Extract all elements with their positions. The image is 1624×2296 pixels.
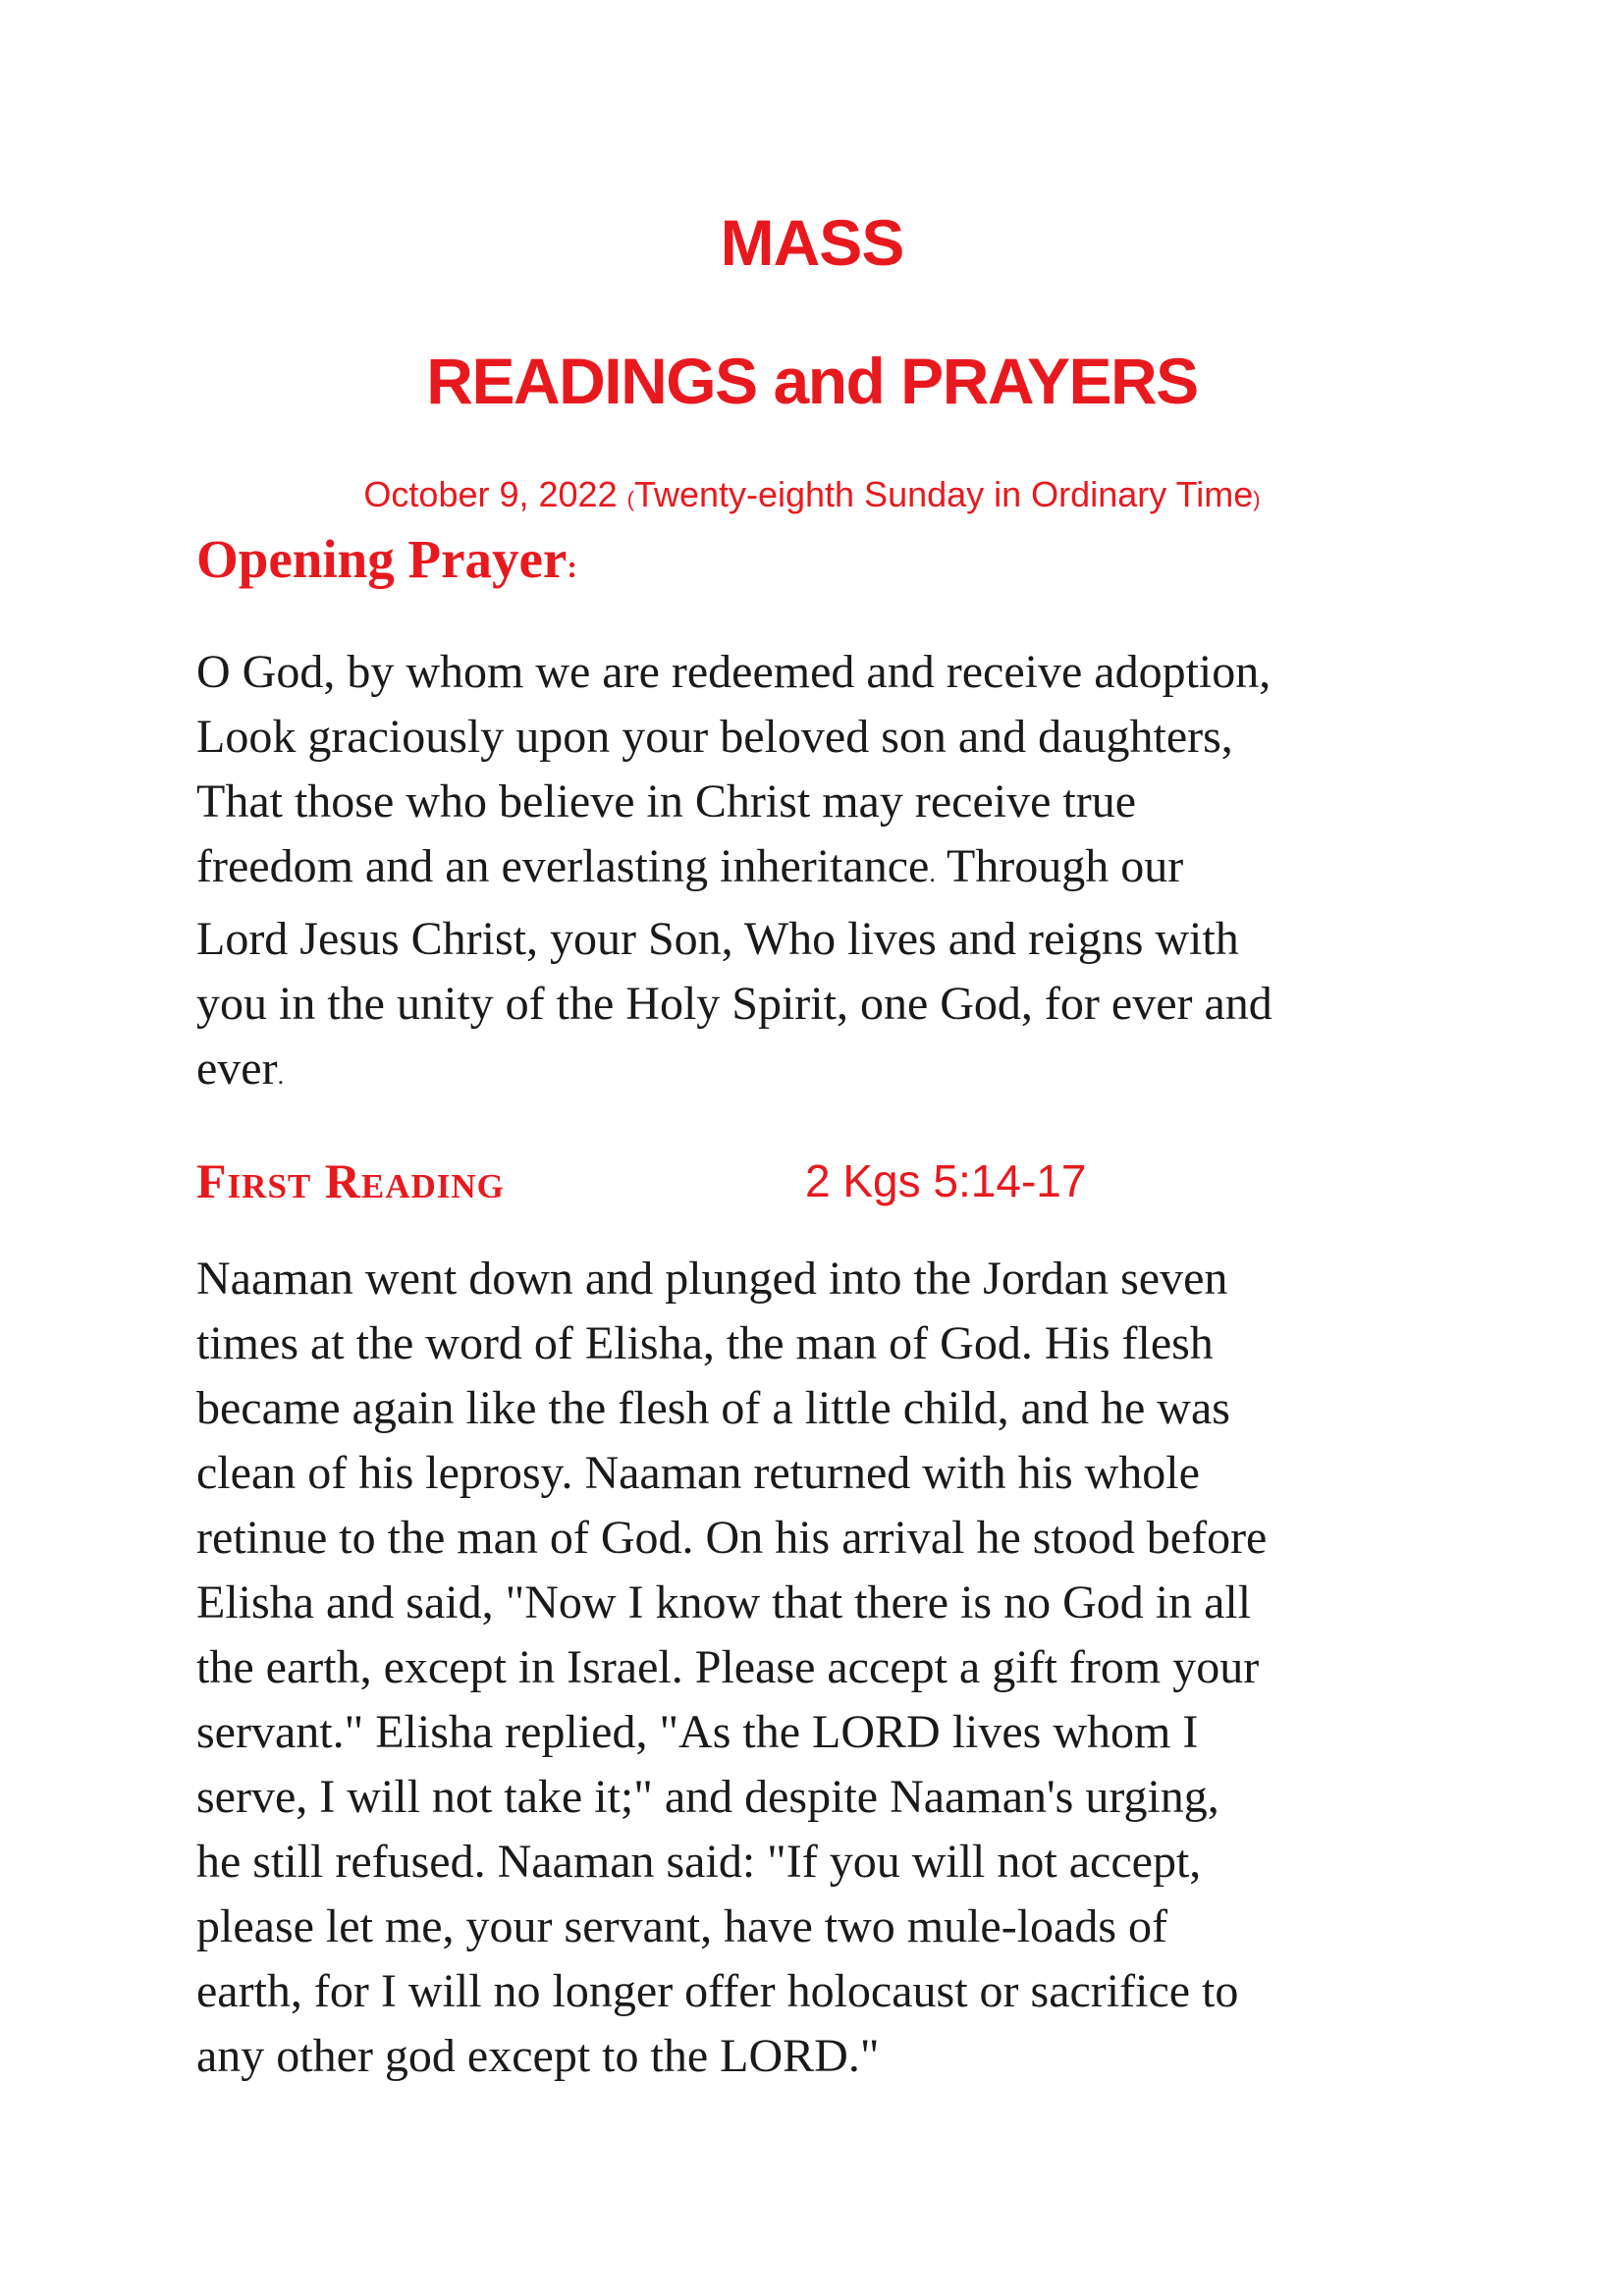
reading-line: earth, for I will no longer offer holocaust or sacrifice to [196, 1965, 1239, 2017]
reading-line: servant." Elisha replied, "As the LORD lives whom I [196, 1706, 1199, 1758]
opening-prayer-text [196, 640, 1453, 1101]
prayer-line: Look graciously upon your beloved son and daughters, [196, 711, 1233, 763]
first-reading-text [196, 1247, 1453, 2089]
prayer-line-tail: Through our [935, 840, 1184, 892]
prayer-line: O God, by whom we are redeemed and receive adoption, [196, 646, 1272, 698]
first-reading-reference: 2 Kgs 5:14-17 [805, 1155, 1087, 1206]
reading-line: any other god except to the LORD." [196, 2030, 880, 2082]
date: October 9, 2022 [363, 474, 618, 514]
reading-line: clean of his leprosy. Naaman returned with his whole [196, 1447, 1200, 1499]
occasion-close-paren: ) [1253, 487, 1261, 511]
opening-prayer-heading-colon: : [567, 549, 577, 584]
reading-line: he still refused. Naaman said: "If you will not accept, [196, 1836, 1202, 1888]
prayer-line: Lord Jesus Christ, your Son, Who lives and reigns with [196, 913, 1239, 965]
reading-line: please let me, your servant, have two mule-loads of [196, 1900, 1168, 1952]
reading-line: times at the word of Elisha, the man of God. His flesh [196, 1317, 1214, 1369]
prayer-line-period: . [929, 859, 936, 887]
opening-prayer-heading [196, 525, 577, 601]
reading-line: Elisha and said, "Now I know that there is no God in all [196, 1576, 1252, 1629]
reading-line: the earth, except in Israel. Please accept a gift from your [196, 1641, 1260, 1693]
reading-line: became again like the flesh of a little child, and he was [196, 1382, 1230, 1434]
prayer-line [196, 1037, 1453, 1101]
prayer-line [196, 834, 1453, 899]
page-title: MASS [720, 206, 904, 279]
reading-line: Naaman went down and plunged into the Jordan seven [196, 1253, 1228, 1305]
date-line [0, 471, 1624, 523]
liturgical-occasion: Twenty-eighth Sunday in Ordinary Time [633, 474, 1254, 514]
first-reading-heading: First Reading [196, 1153, 505, 1208]
reading-line: serve, I will not take it;" and despite Naaman's urging, [196, 1771, 1219, 1823]
reading-line: retinue to the man of God. On his arrival he stood before [196, 1512, 1268, 1564]
page-subtitle: READINGS and PRAYERS [426, 345, 1198, 417]
prayer-line-text: freedom and an everlasting inheritance [196, 840, 930, 892]
occasion-open-paren: ( [626, 487, 634, 511]
prayer-line: you in the unity of the Holy Spirit, one God, for ever and [196, 978, 1272, 1030]
opening-prayer-heading-text: Opening Prayer [196, 529, 568, 589]
prayer-line-text: ever [196, 1042, 278, 1095]
prayer-line: That those who believe in Christ may receive true [196, 775, 1137, 828]
prayer-final-period: . [277, 1061, 285, 1090]
